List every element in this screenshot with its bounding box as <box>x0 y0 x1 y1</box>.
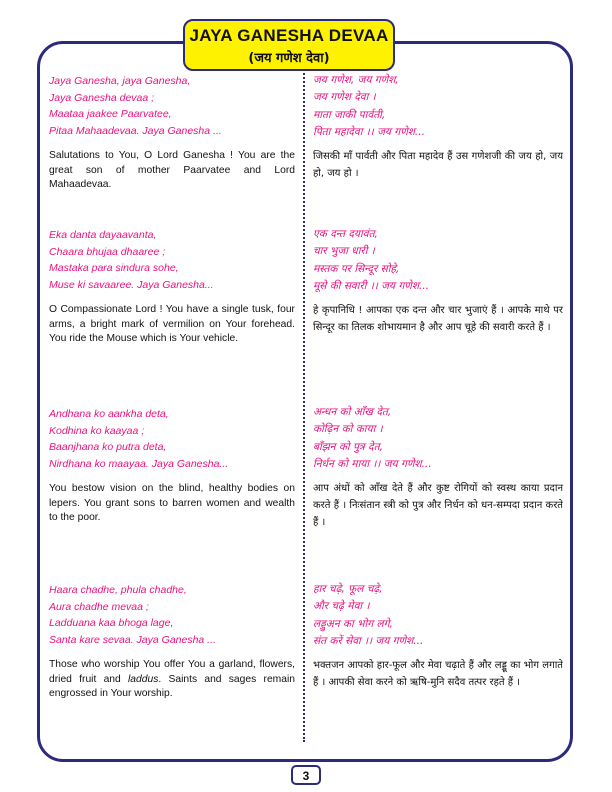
verse-line: Kodhina ko kaayaa ; <box>49 424 145 437</box>
verse-english <box>49 582 295 648</box>
section-2-hindi <box>313 226 563 336</box>
verse-line: पिता महादेवा ।। जय गणेश... <box>313 125 425 138</box>
translation-english: O Compassionate Lord ! You have a single tusk, four arms, a bright mark of vermilion on Your forehead. You ride the Mouse which is Your vehicle. <box>49 304 295 345</box>
section-4-english <box>49 582 295 702</box>
translation-hindi: आप अंधों को आँख देते हैं और कुष्ट रोगियों को स्वस्थ काया प्रदान करते हैं । निःसंतान स्त्री को पुत्र और निर्धन को धन-सम्पदा प्रदान करते हैं । <box>313 483 563 529</box>
verse-line: Chaara bhujaa dhaaree ; <box>49 245 166 258</box>
verse-line: निर्धन को माया ।। जय गणेश... <box>313 457 432 470</box>
section-3-english <box>49 406 295 526</box>
verse-line: Aura chadhe mevaa ; <box>49 600 149 613</box>
verse-line: Jaya Ganesha devaa ; <box>49 91 155 104</box>
verse-line: मस्तक पर सिन्दूर सोहे, <box>313 262 400 275</box>
verse-line: Haara chadhe, phula chadhe, <box>49 584 187 596</box>
verse-line: Baanjhana ko putra deta, <box>49 441 167 454</box>
section-3-hindi <box>313 404 563 531</box>
translation-english: Salutations to You, O Lord Ganesha ! You are the great son of mother Paarvatee and Lord Mahaadevaa. <box>49 150 295 191</box>
verse-hindi <box>313 226 563 295</box>
verse-line: कोढ़िन को काया । <box>313 423 383 436</box>
translation-text: . Saints and sages remain engrossed in Your worship. <box>49 673 295 700</box>
verse-line: माता जाकी पार्वती, <box>313 108 386 121</box>
translation-text-italic: laddus <box>128 673 159 685</box>
translation-english <box>49 658 295 702</box>
verse-line: जय गणेश देवा । <box>313 91 376 104</box>
verse-line: Maataa jaakee Paarvatee, <box>49 108 172 121</box>
column-divider <box>303 62 305 742</box>
verse-line: चार भुजा धारी । <box>313 245 375 258</box>
verse-hindi <box>313 581 563 650</box>
verse-english <box>49 227 295 293</box>
verse-line: मूसे की सवारी ।। जय गणेश... <box>313 279 430 292</box>
verse-hindi <box>313 72 563 141</box>
verse-english <box>49 73 295 139</box>
verse-line: Ladduana kaa bhoga lage, <box>49 617 174 630</box>
section-2-english <box>49 227 295 347</box>
verse-line: जय गणेश, जय गणेश, <box>313 74 399 86</box>
verse-line: Eka danta dayaavanta, <box>49 229 157 241</box>
verse-line: बाँझन को पुत्र देत, <box>313 440 383 453</box>
verse-line: लड्डुअन का भोग लगे, <box>313 617 393 630</box>
verse-line: Pitaa Mahaadevaa. Jaya Ganesha ... <box>49 124 222 137</box>
translation-hindi: भक्तजन आपको हार-फूल और मेवा चढ़ाते हैं और लड्डू का भोग लगाते हैं । आपकी सेवा करने को ऋषि-मुनि सदैव तत्पर रहते हैं । <box>313 660 563 689</box>
section-1-english <box>49 73 295 193</box>
verse-line: संत करें सेवा ।। जय गणेश... <box>313 634 424 647</box>
section-4-hindi <box>313 581 563 691</box>
verse-hindi <box>313 404 563 473</box>
verse-line: हार चढ़े, फूल चढ़े, <box>313 583 383 595</box>
verse-line: Nirdhana ko maayaa. Jaya Ganesha... <box>49 457 229 470</box>
verse-line: Muse ki savaaree. Jaya Ganesha... <box>49 278 214 291</box>
verse-line: Jaya Ganesha, jaya Ganesha, <box>49 75 191 87</box>
translation-hindi: जिसकी माँ पार्वती और पिता महादेव हैं उस गणेशजी की जय हो, जय हो, जय हो । <box>313 151 563 180</box>
page-title: JAYA GANESHA DEVAA <box>189 26 389 45</box>
verse-line: Mastaka para sindura sohe, <box>49 262 179 275</box>
title-banner <box>183 19 395 71</box>
translation-text: Those who worship You offer You a garland, flowers, dried fruit and <box>49 659 295 685</box>
verse-line: और चढ़े मेवा । <box>313 600 370 613</box>
verse-line: Santa kare sevaa. Jaya Ganesha ... <box>49 633 216 646</box>
page-title-hindi: (जय गणेश देवा) <box>248 51 330 66</box>
verse-line: एक दन्त दयावंत, <box>313 228 378 240</box>
verse-line: अन्धन को आँख देत, <box>313 406 392 418</box>
translation-english: You bestow vision on the blind, healthy bodies on lepers. You grant sons to barren women and wealth to the poor. <box>49 483 295 524</box>
page-number: 3 <box>291 765 321 785</box>
section-1-hindi <box>313 72 563 182</box>
verse-english <box>49 406 295 472</box>
verse-line: Andhana ko aankha deta, <box>49 408 169 420</box>
translation-hindi: हे कृपानिधि ! आपका एक दन्त और चार भुजाएं हैं । आपके माथे पर सिन्दूर का तिलक शोभायमान है और आप चूहे की सवारी करते हैं । <box>313 305 563 334</box>
